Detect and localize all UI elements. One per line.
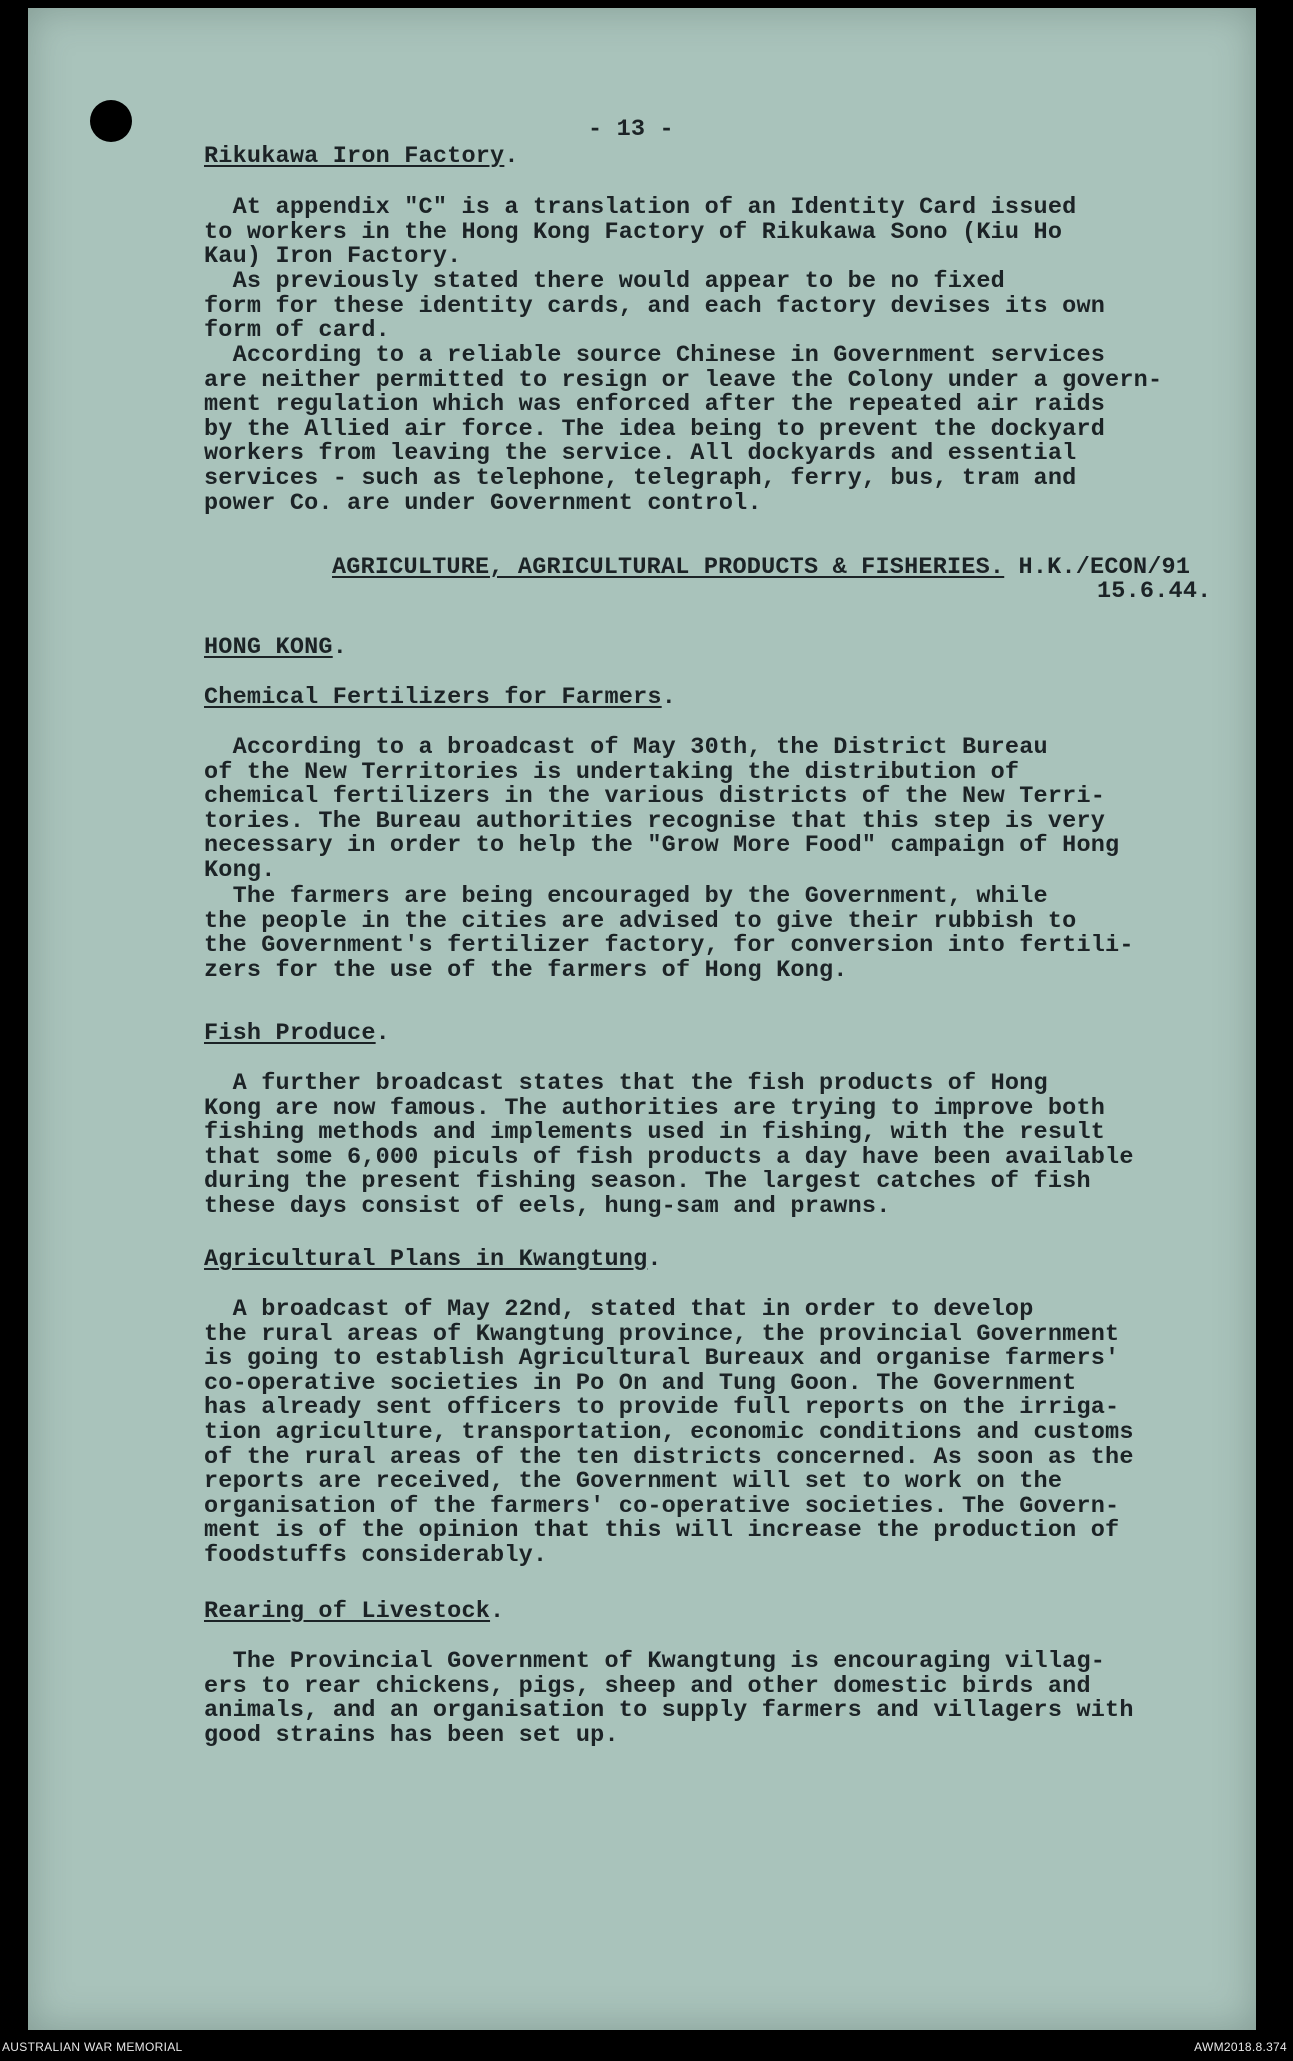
fish-produce-heading: Fish Produce. (204, 1020, 390, 1047)
livestock-paragraph: The Provincial Government of Kwangtung is encouraging villag- ers to rear chickens, pigs, sheep and other domestic birds and animals, and an organisation to supply farmers and villagers with good strains has been set up. (204, 1648, 1134, 1749)
fertilizers-paragraph-2: The farmers are being encouraged by the Government, while the people in the cities are advised to give their rubbish to the Government's fertilizer factory, for conversion into fertili- zers for the use of the farmers of Hong Kong. (204, 883, 1134, 984)
punch-hole (90, 100, 132, 142)
footer-archive-name: AUSTRALIAN WAR MEMORIAL (2, 2040, 183, 2054)
iron-factory-paragraph-1: At appendix "C" is a translation of an Identity Card issued to workers in the Hong Kong Factory of Rikukawa Sono (Kiu Ho Kau) Iron Factory. (204, 194, 1077, 271)
page-number: - 13 - (588, 116, 674, 143)
fertilizers-heading: Chemical Fertilizers for Farmers. (204, 684, 676, 711)
section-heading-iron-factory: Rikukawa Iron Factory. (204, 143, 519, 170)
agriculture-section-date: 15.6.44. (1097, 578, 1212, 605)
kwangtung-heading: Agricultural Plans in Kwangtung. (204, 1246, 662, 1273)
kwangtung-paragraph: A broadcast of May 22nd, stated that in order to develop the rural areas of Kwangtung province, the provincial Government is going to establish Agricultural Bureaux and organise farmers' co-operative societies in Po On and Tung Goon. The Government has already sent officers to provide full reports on the irriga- tion agriculture, transportation, economic conditions and customs of the rural areas of the ten districts concerned. As soon as the reports are received, the Government will set to work on the organisation of the farmers' co-operative societies. The Govern- ment is of the opinion that this will increase the production of foodstuffs considerably. (204, 1296, 1134, 1569)
fish-produce-paragraph: A further broadcast states that the fish products of Hong Kong are now famous. The authorities are trying to improve both fishing methods and implements used in fishing, with the result that some 6,000 piculs of fish products a day have been available during the present fishing season. The largest catches of fish these days consist of eels, hung-sam and prawns. (204, 1070, 1134, 1220)
livestock-heading: Rearing of Livestock. (204, 1598, 505, 1625)
iron-factory-paragraph-2: As previously stated there would appear to be no fixed form for these identity cards, and each factory devises its own form of card. (204, 268, 1106, 345)
hong-kong-heading: HONG KONG. (204, 634, 348, 661)
fertilizers-paragraph-1: According to a broadcast of May 30th, the District Bureau of the New Territories is undertaking the distribution of chemical fertilizers in the various districts of the New Terri- tories. The Bureau authorities recognise that this step is very necessary in order to help the "Grow More Food" campaign of Hong Kong. (204, 734, 1120, 884)
agriculture-section-title: AGRICULTURE, AGRICULTURAL PRODUCTS & FISHERIES. H.K./ECON/91 (332, 554, 1191, 581)
iron-factory-paragraph-3: According to a reliable source Chinese in Government services are neither permitted to resign or leave the Colony under a govern- ment regulation which was enforced after the repeated air raids by the Allied air force. The idea being to prevent the dockyard workers from leaving the service. All dockyards and essential services - such as telephone, telegraph, ferry, bus, tram and power Co. are under Government control. (204, 342, 1163, 517)
footer-reference-number: AWM2018.8.374 (1194, 2040, 1287, 2054)
